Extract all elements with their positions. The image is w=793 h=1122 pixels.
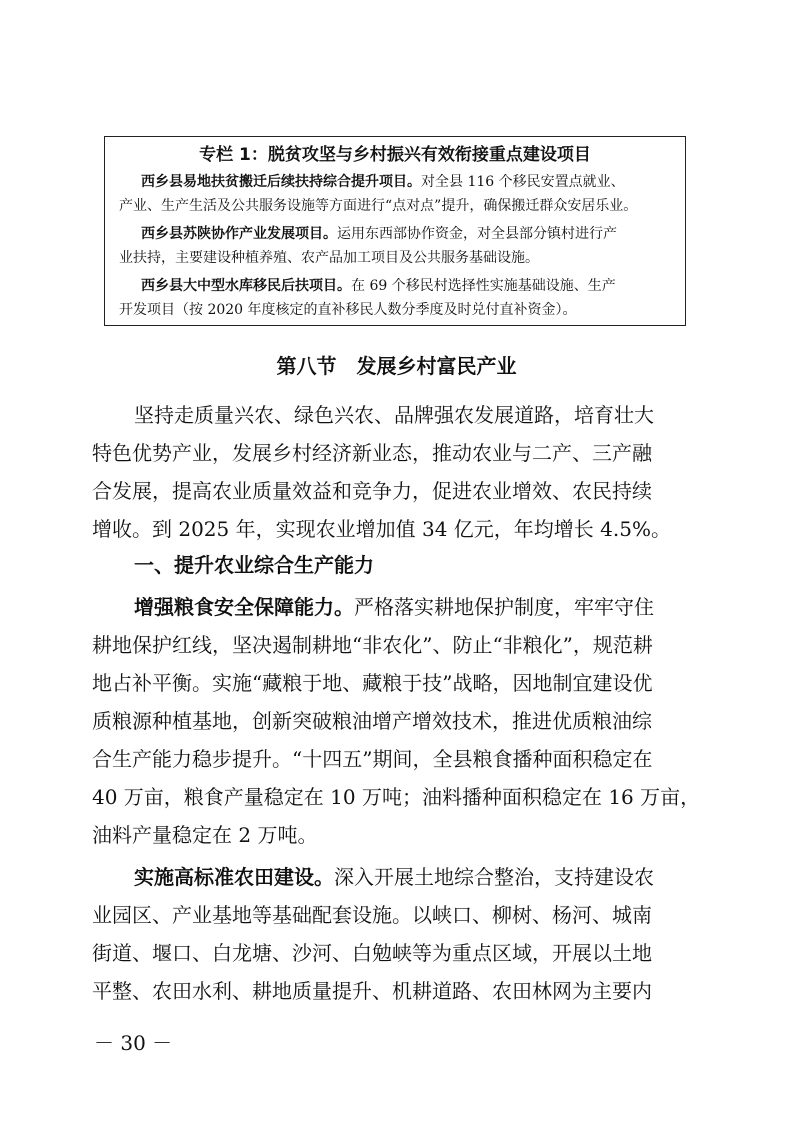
sidebar-box (104, 136, 686, 326)
para-line (134, 594, 684, 620)
box-item-heading: 西乡县易地扶贫搬迁后续扶持综合提升项目。 (141, 174, 421, 190)
para-line: 合生产能力稳步提升。“十四五”期间，全县粮食播种面积稳定在 (92, 747, 653, 771)
intro-line: 合发展，提高农业质量效益和竞争力，促进农业增效、农民持续 (92, 479, 652, 503)
section-title: 第八节 发展乡村富民产业 (276, 354, 517, 378)
box-item-text: 对全县 116 个移民安置点就业、 (421, 174, 625, 190)
box-item-line: 开发项目（按 2020 年度核定的直补移民人数分季度及时兑付直补资金）。 (119, 302, 577, 318)
para-line: 40 万亩，粮食产量稳定在 10 万吨；油料播种面积稳定在 16 万亩， (92, 785, 701, 809)
intro-line: 坚持走质量兴农、绿色兴农、品牌强农发展道路，培育壮大 (134, 403, 654, 427)
box-title: 专栏 1：脱贫攻坚与乡村振兴有效衔接重点建设项目 (199, 145, 591, 165)
box-item-heading: 西乡县苏陕协作产业发展项目。 (141, 226, 337, 242)
intro-line: 特色优势产业，发展乡村经济新业态，推动农业与二产、三产融 (92, 441, 652, 465)
para-line: 油料产量稳定在 2 万吨。 (92, 823, 318, 847)
box-item-line: 产业、生产生活及公共服务设施等方面进行“点对点”提升，确保搬迁群众安居乐业。 (119, 198, 638, 214)
para-text: 深入开展土地综合整治，支持建设农 (334, 865, 654, 889)
box-item-heading: 西乡县大中型水库移民后扶项目。 (141, 278, 351, 294)
para-line: 质粮源种植基地，创新突破粮油增产增效技术，推进优质粮油综 (92, 709, 652, 733)
para-line: 业园区、产业基地等基础配套设施。以峡口、柳树、杨河、城南 (92, 903, 652, 927)
box-item-line (141, 173, 679, 191)
para-line: 耕地保护红线，坚决遏制耕地“非农化”、防止“非粮化”，规范耕 (92, 633, 653, 657)
para-line (134, 864, 684, 890)
para-text: 严格落实耕地保护制度，牢牢守住 (354, 595, 654, 619)
heading-level-1: 一、提升农业综合生产能力 (134, 553, 374, 577)
box-item-line: 业扶持，主要建设种植养殖、农产品加工项目及公共服务基础设施。 (119, 250, 539, 266)
box-item-line (141, 277, 679, 295)
para-line: 平整、农田水利、耕地质量提升、机耕道路、农田林网为主要内 (92, 979, 652, 1003)
box-item-text: 在 69 个移民村选择性实施基础设施、生产 (351, 278, 616, 294)
para-lead: 增强粮食安全保障能力。 (134, 595, 354, 619)
page-number: － 30 － (94, 1031, 173, 1055)
para-lead: 实施高标准农田建设。 (134, 865, 334, 889)
para-line: 地占补平衡。实施“藏粮于地、藏粮于技”战略，因地制宜建设优 (92, 671, 653, 695)
intro-line: 增收。到 2025 年，实现农业增加值 34 亿元，年均增长 4.5%。 (92, 517, 671, 541)
para-line: 街道、堰口、白龙塘、沙河、白勉峡等为重点区域，开展以土地 (92, 941, 652, 965)
box-item-text: 运用东西部协作资金，对全县部分镇村进行产 (337, 226, 617, 242)
box-item-line (141, 225, 679, 243)
